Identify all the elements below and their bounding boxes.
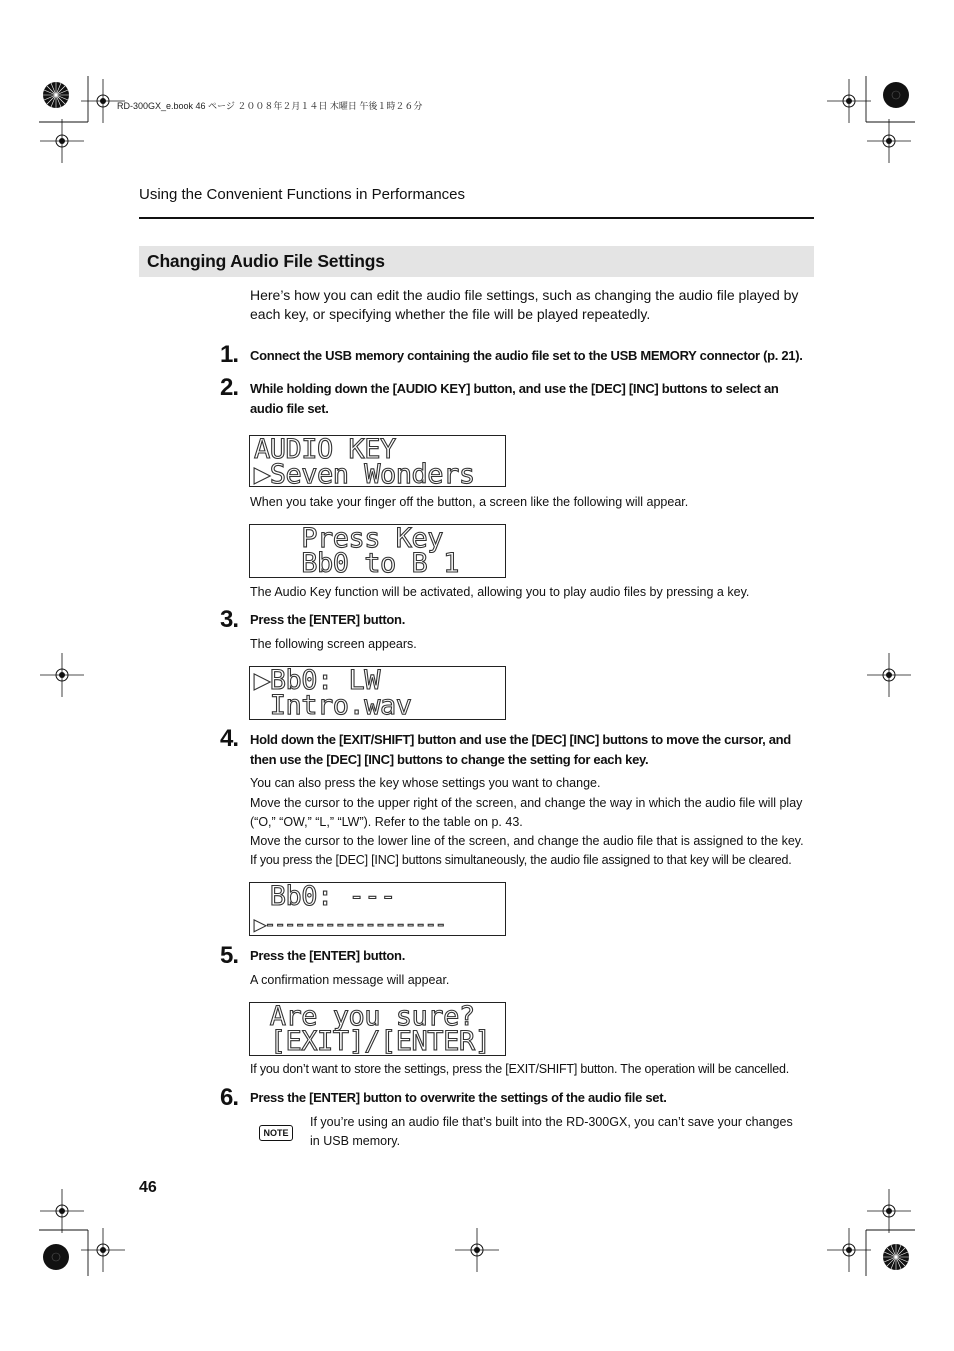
header-rule <box>139 217 814 219</box>
lcd-line-top: Are you sure? <box>254 1002 475 1032</box>
lcd-line-bottom: ▶Seven Wonders <box>254 459 475 487</box>
lcd-line-bottom: Bb0 to B 1 <box>254 548 459 578</box>
lcd-line-top: Press Key <box>254 524 444 554</box>
step-text: Connect the USB memory containing the audio file set to the USB MEMORY connector (p. 21). <box>250 348 803 363</box>
lcd-line-top: Bb0: --- <box>254 882 396 912</box>
lcd-screen <box>249 666 506 720</box>
lcd-line-top: ▶Bb0: LW <box>254 666 381 696</box>
note-text: A confirmation message will appear. <box>250 973 450 987</box>
lcd-screen <box>249 1002 506 1056</box>
note-text: If you press the [DEC] [INC] buttons simultaneously, the audio file assigned to that key will be cleared. <box>250 853 792 867</box>
print-header-meta: RD-300GX_e.book 46 ページ ２００８年２月１４日 木曜日 午後１時２６分 <box>117 101 423 111</box>
note-badge-icon: NOTE <box>259 1125 293 1141</box>
lcd-line-top: AUDIO KEY <box>254 435 396 465</box>
lcd-screen <box>249 435 506 487</box>
lcd-line-bottom: [EXIT]/[ENTER] <box>254 1026 491 1056</box>
step-text: Hold down the [EXIT/SHIFT] button and use the [DEC] [INC] buttons to move the cursor, and then use the [DEC] [INC] buttons to change the setting for each key. <box>250 732 791 767</box>
lcd-line-bottom: Intro.wav <box>254 690 412 720</box>
step-number: 3. <box>219 606 238 633</box>
note-text: Move the cursor to the upper right of the screen, and change the way in which the audio file will play (“O,” “OW,” “L,” “LW”). Refer to the table on p. 43. <box>250 796 803 829</box>
running-head: Using the Convenient Functions in Performances <box>139 186 466 203</box>
step-number: 4. <box>219 725 238 752</box>
note-text: Move the cursor to the lower line of the screen, and change the audio file that is assigned to the key. <box>250 834 804 848</box>
step-number: 6. <box>219 1084 238 1111</box>
note-text: The Audio Key function will be activated, allowing you to play audio files by pressing a key. <box>250 585 750 599</box>
note-text: You can also press the key whose settings you want to change. <box>250 776 601 790</box>
step-number: 2. <box>219 374 238 401</box>
intro-paragraph: Here’s how you can edit the audio file settings, such as changing the audio file played by each key, or specifying whether the file will be played repeatedly. <box>250 287 799 322</box>
lcd-line-bottom: ▶------------------ <box>254 912 445 936</box>
step-text: Press the [ENTER] button. <box>250 612 406 627</box>
step-number: 1. <box>219 341 238 368</box>
section-title: Changing Audio File Settings <box>147 251 385 271</box>
step-number: 5. <box>219 942 238 969</box>
note-text: When you take your finger off the button, a screen like the following will appear. <box>250 495 689 509</box>
lcd-screen <box>249 882 506 936</box>
note-text: If you don’t want to store the settings, press the [EXIT/SHIFT] button. The operation will be cancelled. <box>250 1062 789 1076</box>
note-text: The following screen appears. <box>250 637 417 651</box>
note-box-text: If you’re using an audio file that’s built into the RD-300GX, you can’t save your changes in USB memory. <box>310 1115 793 1148</box>
step-text: Press the [ENTER] button. <box>250 948 406 963</box>
lcd-screen <box>249 524 506 578</box>
step-text: While holding down the [AUDIO KEY] button, and use the [DEC] [INC] buttons to select an audio file set. <box>250 381 779 416</box>
step-text: Press the [ENTER] button to overwrite the settings of the audio file set. <box>250 1090 667 1105</box>
page-number: 46 <box>139 1179 157 1196</box>
